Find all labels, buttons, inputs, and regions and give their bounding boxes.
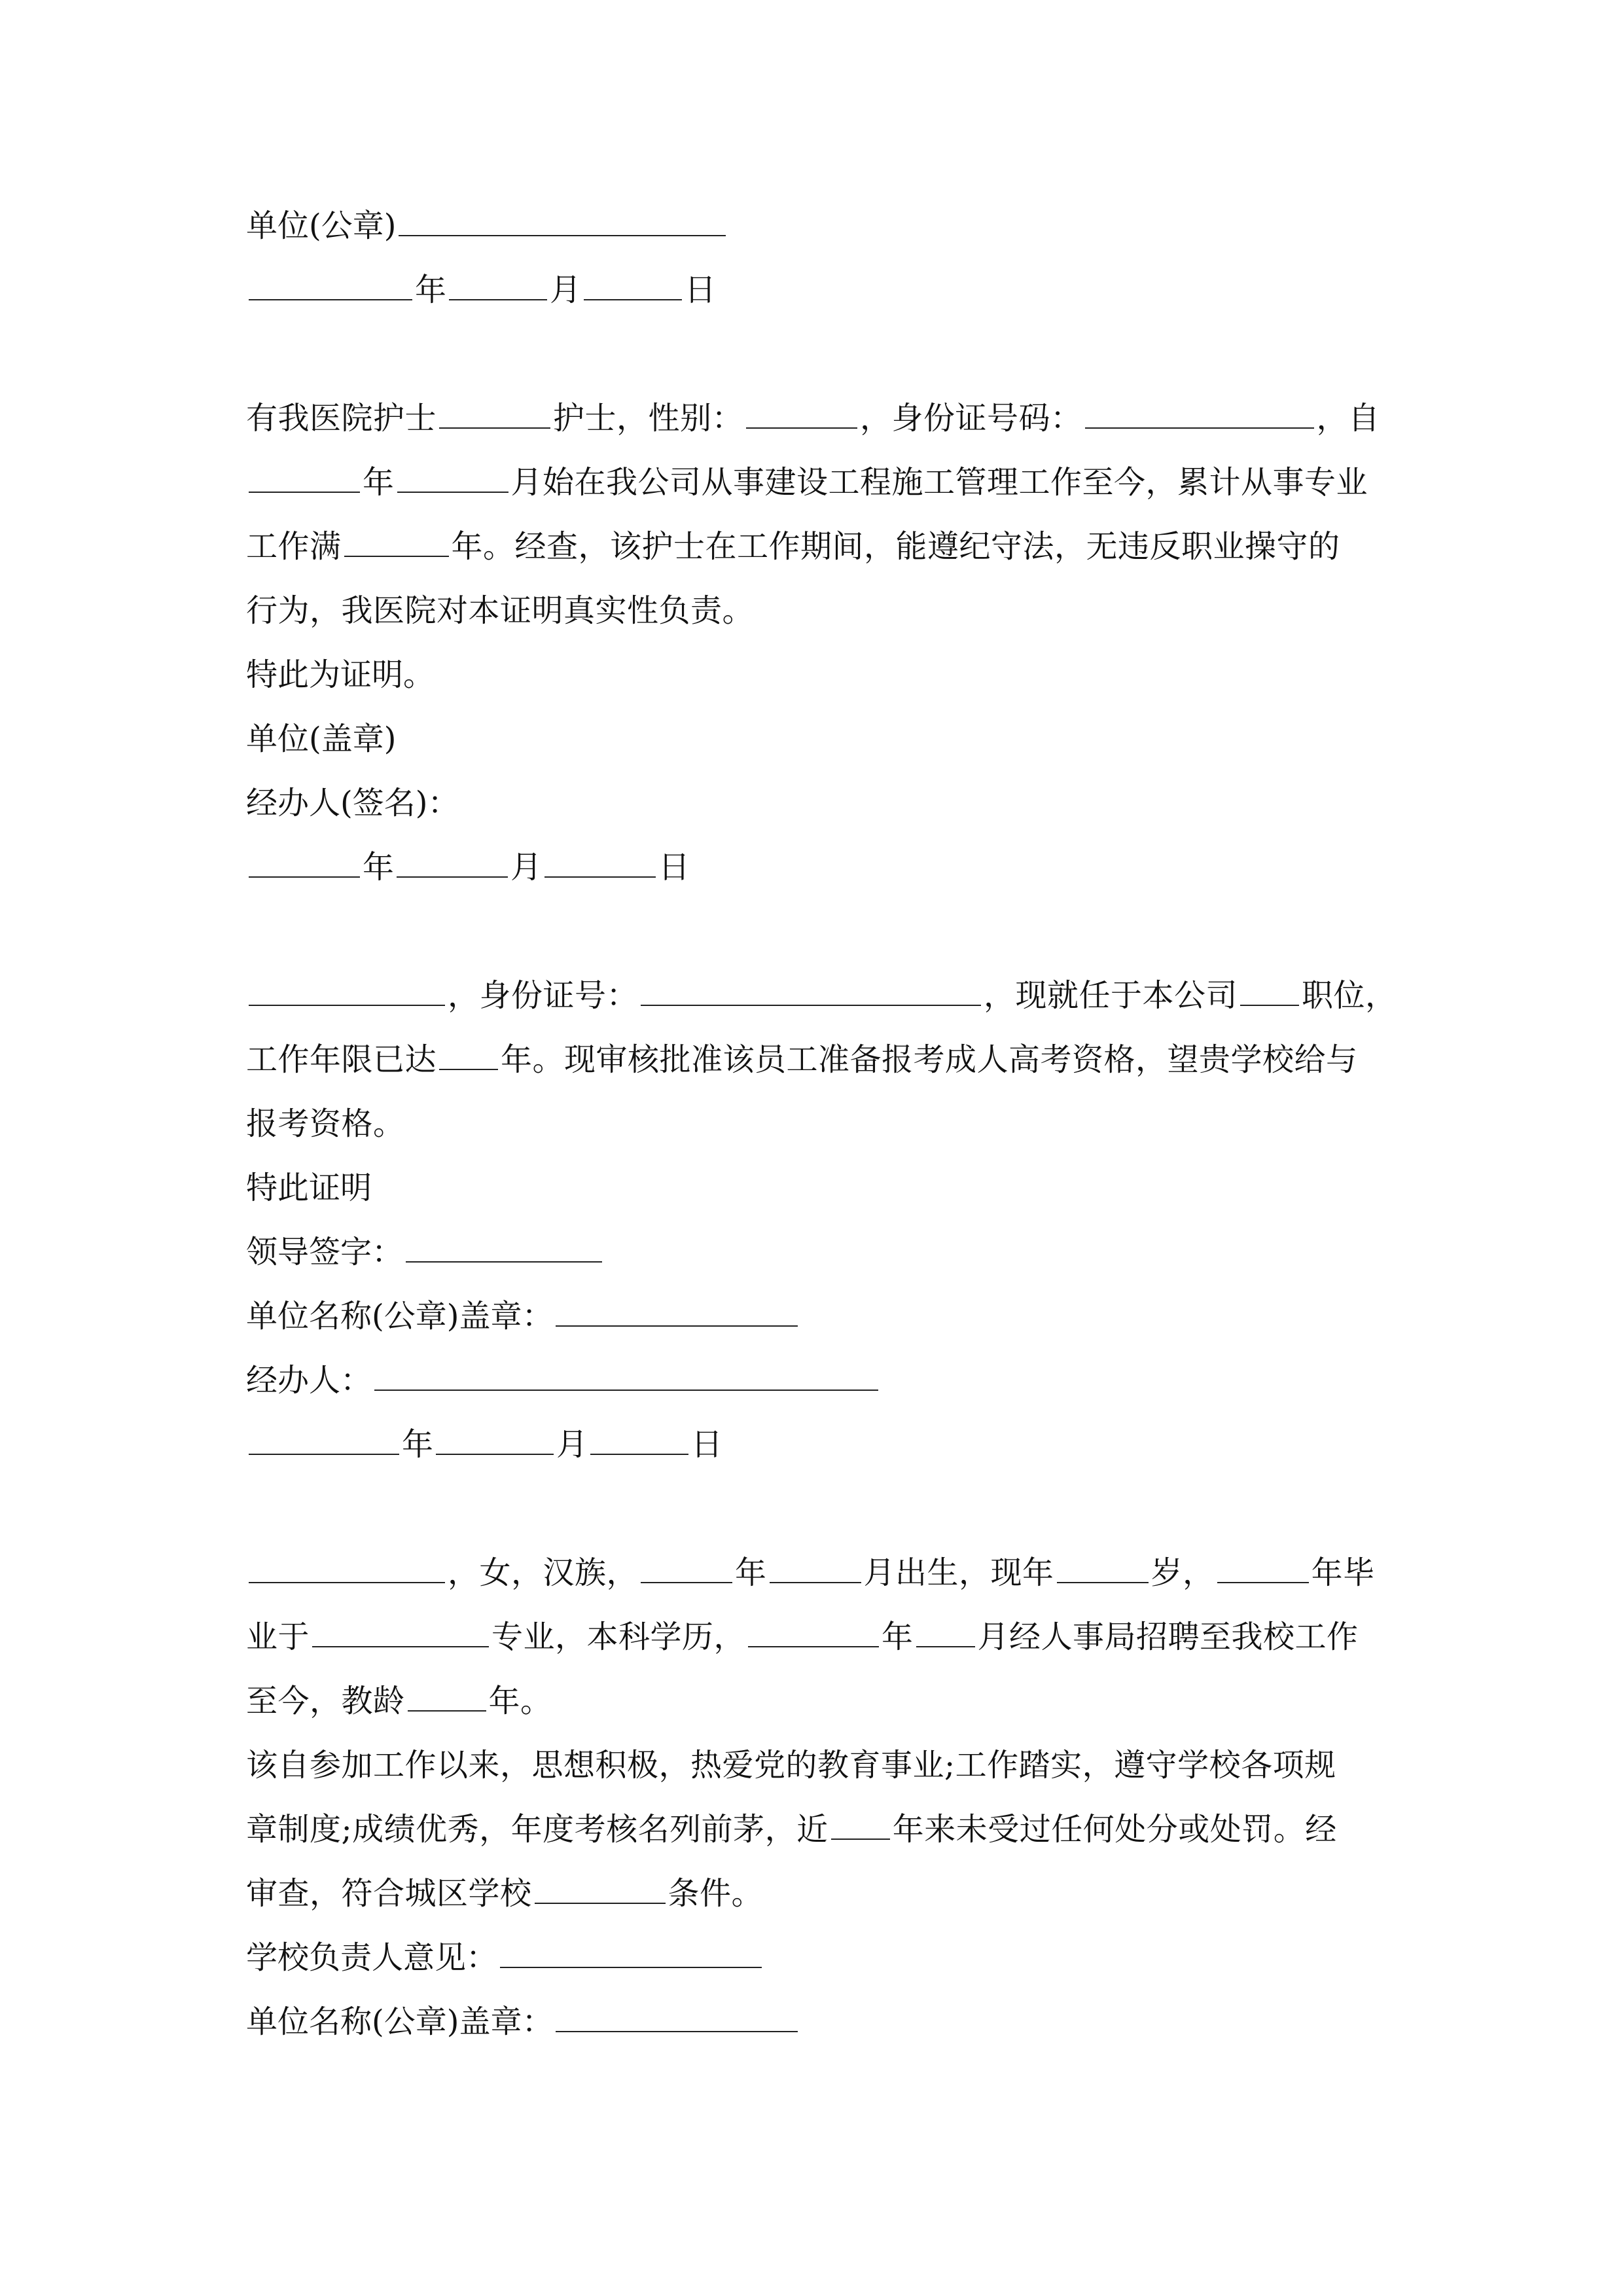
day-blank[interactable] bbox=[590, 1427, 688, 1455]
handler-line bbox=[246, 1348, 1385, 1412]
year-label: 年 bbox=[415, 272, 447, 308]
month-label: 月 bbox=[556, 1426, 588, 1463]
start-month-blank[interactable] bbox=[397, 465, 508, 493]
id-number-blank[interactable] bbox=[1085, 401, 1314, 429]
day-label: 日 bbox=[685, 272, 717, 308]
text: 至今，教龄 bbox=[246, 1683, 405, 1719]
text: 月始在我公司从事建设工程施工管理工作至今，累计从事专业 bbox=[510, 464, 1368, 501]
nurse-certificate-paragraph bbox=[246, 386, 1385, 643]
day-label: 日 bbox=[658, 849, 690, 886]
date-line-1 bbox=[246, 258, 1385, 322]
principal-label: 学校负责人意见： bbox=[246, 1939, 498, 1976]
paragraph-line bbox=[246, 1028, 1385, 1092]
month-blank[interactable] bbox=[449, 273, 547, 300]
paragraph-line bbox=[246, 1541, 1385, 1605]
text: 章制度;成绩优秀，年度考核名列前茅，近 bbox=[246, 1811, 829, 1848]
name-blank[interactable] bbox=[249, 1556, 445, 1583]
teaching-years-blank[interactable] bbox=[408, 1684, 486, 1712]
text: 月出生，现年 bbox=[863, 1554, 1054, 1591]
seal-label: 单位(盖章) bbox=[246, 721, 397, 757]
month-blank[interactable] bbox=[397, 850, 508, 878]
day-label: 日 bbox=[691, 1426, 723, 1463]
paragraph-line: 报考资格。 bbox=[246, 1105, 405, 1142]
employment-certificate-paragraph bbox=[246, 963, 1397, 1156]
text: 审查，符合城区学校 bbox=[246, 1875, 532, 1912]
text: ，女，汉族， bbox=[448, 1554, 639, 1591]
text: 专业，本科学历， bbox=[491, 1619, 746, 1655]
hire-year-blank[interactable] bbox=[748, 1620, 879, 1647]
condition-blank[interactable] bbox=[535, 1876, 666, 1904]
years-blank[interactable] bbox=[439, 1043, 498, 1070]
date-line-3 bbox=[246, 1412, 1385, 1477]
text: 年来未受过任何处分或处罚。经 bbox=[892, 1811, 1337, 1848]
year-label: 年 bbox=[363, 849, 395, 886]
text: 职位， bbox=[1302, 977, 1397, 1014]
company-seal-line bbox=[246, 1284, 1385, 1348]
leader-signature-line bbox=[246, 1220, 1385, 1284]
seal-blank[interactable] bbox=[399, 209, 726, 236]
seal-blank[interactable] bbox=[556, 2005, 798, 2032]
gender-blank[interactable] bbox=[746, 401, 857, 429]
year-blank[interactable] bbox=[249, 1427, 399, 1455]
id-number-blank[interactable] bbox=[641, 978, 981, 1006]
seal-label: 单位名称(公章)盖章： bbox=[246, 1298, 554, 1335]
seal-label: 单位(公章) bbox=[246, 207, 397, 244]
text: 护士，性别： bbox=[553, 400, 744, 437]
paragraph-line bbox=[246, 963, 1397, 1028]
text: 年。 bbox=[488, 1683, 552, 1719]
date-line-2 bbox=[246, 835, 1385, 899]
name-blank[interactable] bbox=[439, 401, 550, 429]
text: ，现就任于本公司 bbox=[984, 977, 1238, 1014]
handler-label: 经办人： bbox=[246, 1362, 372, 1399]
hire-month-blank[interactable] bbox=[916, 1620, 975, 1647]
name-blank[interactable] bbox=[249, 978, 445, 1006]
years-blank[interactable] bbox=[344, 529, 449, 557]
year-label: 年 bbox=[402, 1426, 434, 1463]
closing-text: 特此为证明。 bbox=[246, 656, 435, 693]
paragraph-line bbox=[246, 514, 1385, 579]
month-label: 月 bbox=[510, 849, 543, 886]
month-label: 月 bbox=[550, 272, 582, 308]
paragraph-line bbox=[246, 450, 1385, 514]
text: 年 bbox=[363, 464, 395, 501]
text: 业于 bbox=[246, 1619, 310, 1655]
text: ，自 bbox=[1316, 400, 1380, 437]
handler-label: 经办人(签名)： bbox=[246, 785, 459, 821]
paragraph-line bbox=[246, 1605, 1385, 1669]
start-year-blank[interactable] bbox=[249, 465, 360, 493]
day-blank[interactable] bbox=[584, 273, 682, 300]
text: 月经人事局招聘至我校工作 bbox=[977, 1619, 1359, 1655]
year-blank[interactable] bbox=[249, 850, 360, 878]
principal-opinion-line bbox=[246, 1926, 1385, 1990]
paragraph-line bbox=[246, 386, 1385, 450]
major-blank[interactable] bbox=[312, 1620, 489, 1647]
text: 条件。 bbox=[668, 1875, 764, 1912]
text: 年 bbox=[882, 1619, 914, 1655]
leader-signature-blank[interactable] bbox=[406, 1235, 602, 1263]
seal-blank[interactable] bbox=[556, 1299, 798, 1327]
text: 年。经查，该护士在工作期间，能遵纪守法，无违反职业操守的 bbox=[451, 528, 1340, 565]
text: 年。现审核批准该员工准备报考成人高考资格，望贵学校给与 bbox=[501, 1041, 1358, 1078]
handler-signature-line bbox=[246, 771, 1385, 835]
text: ，身份证号： bbox=[448, 977, 639, 1014]
paragraph-line: 该自参加工作以来，思想积极，热爱党的教育事业;工作踏实，遵守学校各项规 bbox=[246, 1747, 1336, 1784]
seal-line-1 bbox=[246, 194, 1385, 258]
paragraph-line bbox=[246, 1669, 1385, 1733]
handler-blank[interactable] bbox=[374, 1363, 878, 1391]
age-blank[interactable] bbox=[1057, 1556, 1149, 1583]
principal-opinion-blank[interactable] bbox=[500, 1941, 762, 1968]
text: 年 bbox=[735, 1554, 767, 1591]
text: 有我医院护士 bbox=[246, 400, 437, 437]
birth-month-blank[interactable] bbox=[770, 1556, 861, 1583]
seal-label: 单位名称(公章)盖章： bbox=[246, 2003, 554, 2040]
document-content bbox=[246, 194, 1397, 2054]
text: 工作满 bbox=[246, 528, 342, 565]
closing-text: 特此证明 bbox=[246, 1170, 372, 1206]
birth-year-blank[interactable] bbox=[641, 1556, 732, 1583]
month-blank[interactable] bbox=[436, 1427, 554, 1455]
day-blank[interactable] bbox=[544, 850, 656, 878]
position-blank[interactable] bbox=[1240, 978, 1299, 1006]
paragraph-line bbox=[246, 1861, 1385, 1926]
company-seal-line bbox=[246, 1990, 1385, 2054]
leader-label: 领导签字： bbox=[246, 1234, 404, 1270]
text: 年毕 bbox=[1311, 1554, 1375, 1591]
years-blank[interactable] bbox=[831, 1812, 890, 1840]
text: ，身份证号码： bbox=[860, 400, 1082, 437]
graduation-year-blank[interactable] bbox=[1217, 1556, 1309, 1583]
text: 工作年限已达 bbox=[246, 1041, 437, 1078]
paragraph-line: 行为，我医院对本证明真实性负责。 bbox=[246, 592, 755, 629]
text: 岁， bbox=[1150, 1554, 1215, 1591]
paragraph-line bbox=[246, 1797, 1385, 1861]
teacher-certificate-paragraph bbox=[246, 1541, 1385, 1926]
year-blank[interactable] bbox=[249, 273, 412, 300]
